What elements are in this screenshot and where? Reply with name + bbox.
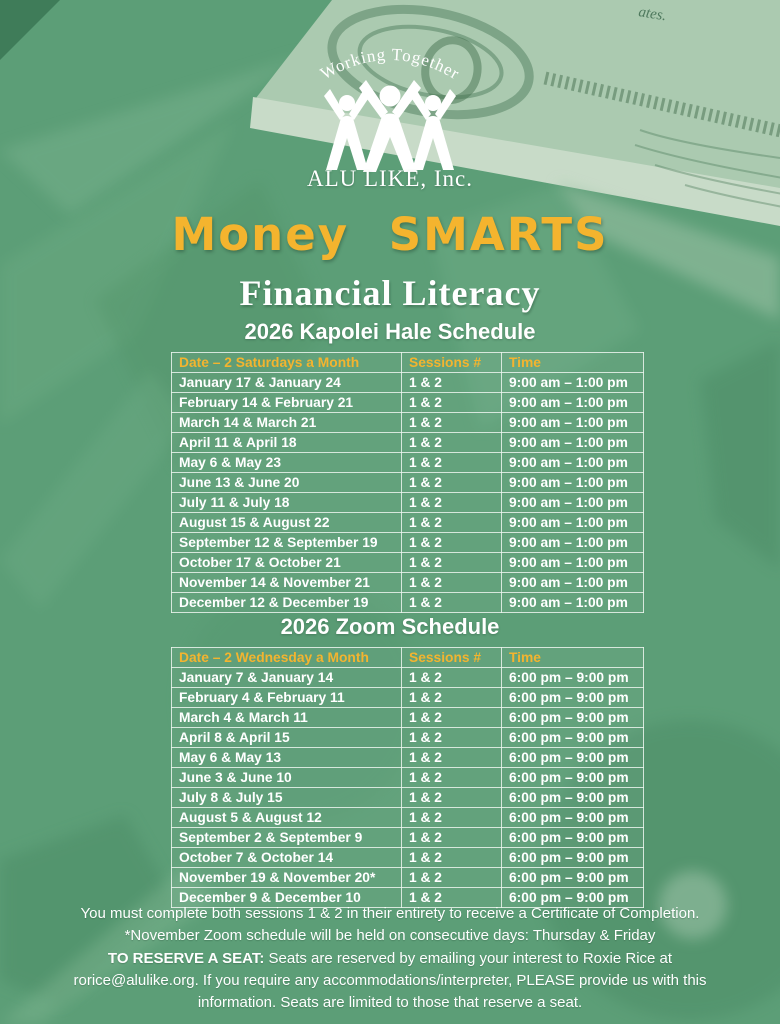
column-header: Time xyxy=(502,353,644,373)
schedule-cell: 6:00 pm – 9:00 pm xyxy=(502,708,644,728)
schedule-cell: October 17 & October 21 xyxy=(172,553,402,573)
org-name: ALU LIKE, Inc. xyxy=(306,166,473,191)
schedule-cell: April 8 & April 15 xyxy=(172,728,402,748)
schedule-row xyxy=(172,828,644,848)
schedule-cell: May 6 & May 23 xyxy=(172,453,402,473)
schedule-cell: 6:00 pm – 9:00 pm xyxy=(502,828,644,848)
schedule-cell: 1 & 2 xyxy=(402,808,502,828)
schedule-cell: 1 & 2 xyxy=(402,768,502,788)
schedule-cell: November 19 & November 20* xyxy=(172,868,402,888)
schedule-cell: 9:00 am – 1:00 pm xyxy=(502,453,644,473)
schedule-cell: April 11 & April 18 xyxy=(172,433,402,453)
main-title: Money SMARTS xyxy=(171,208,609,261)
schedule-cell: January 17 & January 24 xyxy=(172,373,402,393)
schedule-cell: 6:00 pm – 9:00 pm xyxy=(502,728,644,748)
schedule-cell: December 9 & December 10 xyxy=(172,888,402,908)
schedule-row xyxy=(172,708,644,728)
schedule-cell: 1 & 2 xyxy=(402,413,502,433)
schedule-cell: 9:00 am – 1:00 pm xyxy=(502,553,644,573)
schedule-cell: February 4 & February 11 xyxy=(172,688,402,708)
column-header: Date – 2 Saturdays a Month xyxy=(172,353,402,373)
column-header: Sessions # xyxy=(402,648,502,668)
schedule-cell: September 2 & September 9 xyxy=(172,828,402,848)
schedule-row xyxy=(172,768,644,788)
schedule-row xyxy=(172,373,644,393)
schedule-cell: 9:00 am – 1:00 pm xyxy=(502,493,644,513)
schedule-row xyxy=(172,413,644,433)
schedule-row xyxy=(172,533,644,553)
schedule-cell: 1 & 2 xyxy=(402,848,502,868)
schedule-cell: June 3 & June 10 xyxy=(172,768,402,788)
kapolei-schedule-title: 2026 Kapolei Hale Schedule xyxy=(244,319,536,344)
completion-note-line1: You must complete both sessions 1 & 2 in their entirety to receive a Certificate of Completion. xyxy=(80,905,700,922)
schedule-cell: 6:00 pm – 9:00 pm xyxy=(502,768,644,788)
schedule-cell: October 7 & October 14 xyxy=(172,848,402,868)
schedule-cell: 1 & 2 xyxy=(402,393,502,413)
schedule-cell: 6:00 pm – 9:00 pm xyxy=(502,848,644,868)
logo-arc-text: Working Together xyxy=(317,44,464,84)
schedule-row xyxy=(172,433,644,453)
schedule-row xyxy=(172,493,644,513)
schedule-row xyxy=(172,808,644,828)
svg-text:Working Together xyxy=(317,45,463,83)
schedule-cell: 9:00 am – 1:00 pm xyxy=(502,573,644,593)
schedule-cell: 6:00 pm – 9:00 pm xyxy=(502,668,644,688)
schedule-cell: 9:00 am – 1:00 pm xyxy=(502,473,644,493)
schedule-cell: 9:00 am – 1:00 pm xyxy=(502,433,644,453)
schedule-cell: 6:00 pm – 9:00 pm xyxy=(502,808,644,828)
schedule-cell: 6:00 pm – 9:00 pm xyxy=(502,888,644,908)
schedule-cell: 9:00 am – 1:00 pm xyxy=(502,513,644,533)
schedule-row xyxy=(172,748,644,768)
schedule-row xyxy=(172,393,644,413)
schedule-cell: 1 & 2 xyxy=(402,573,502,593)
schedule-row xyxy=(172,513,644,533)
schedule-cell: 1 & 2 xyxy=(402,688,502,708)
bill-text-fragment: ates. xyxy=(637,4,668,25)
schedule-row xyxy=(172,453,644,473)
schedule-cell: 9:00 am – 1:00 pm xyxy=(502,393,644,413)
schedule-cell: 1 & 2 xyxy=(402,553,502,573)
schedule-cell: 1 & 2 xyxy=(402,748,502,768)
kapolei-schedule-table xyxy=(171,352,644,613)
schedule-cell: 9:00 am – 1:00 pm xyxy=(502,373,644,393)
column-header: Sessions # xyxy=(402,353,502,373)
reserve-seat-paragraph xyxy=(50,948,730,1013)
schedule-cell: 1 & 2 xyxy=(402,828,502,848)
schedule-cell: 6:00 pm – 9:00 pm xyxy=(502,868,644,888)
schedule-row xyxy=(172,593,644,613)
schedule-cell: 1 & 2 xyxy=(402,473,502,493)
completion-note xyxy=(0,903,780,947)
schedule-cell: 9:00 am – 1:00 pm xyxy=(502,413,644,433)
schedule-row xyxy=(172,473,644,493)
schedule-cell: August 15 & August 22 xyxy=(172,513,402,533)
schedule-cell: 1 & 2 xyxy=(402,533,502,553)
schedule-cell: July 8 & July 15 xyxy=(172,788,402,808)
schedule-cell: November 14 & November 21 xyxy=(172,573,402,593)
subtitle: Financial Literacy xyxy=(239,273,541,313)
schedule-cell: 1 & 2 xyxy=(402,728,502,748)
schedule-cell: May 6 & May 13 xyxy=(172,748,402,768)
zoom-schedule-title: 2026 Zoom Schedule xyxy=(280,614,500,639)
schedule-cell: 1 & 2 xyxy=(402,668,502,688)
reserve-seat-text: Seats are reserved by emailing your interest to Roxie Rice at rorice@alulike.org. If you require any accommodations/interpreter, PLEASE provide us with this information. Seats are limited to those that reserve a seat. xyxy=(73,950,707,1011)
schedule-cell: September 12 & September 19 xyxy=(172,533,402,553)
schedule-cell: 6:00 pm – 9:00 pm xyxy=(502,788,644,808)
header-row xyxy=(172,648,644,668)
schedule-cell: February 14 & February 21 xyxy=(172,393,402,413)
three-figures-icon xyxy=(324,80,456,172)
schedule-cell: 6:00 pm – 9:00 pm xyxy=(502,688,644,708)
schedule-cell: 1 & 2 xyxy=(402,493,502,513)
schedule-row xyxy=(172,573,644,593)
schedule-cell: June 13 & June 20 xyxy=(172,473,402,493)
schedule-cell: March 14 & March 21 xyxy=(172,413,402,433)
schedule-row xyxy=(172,668,644,688)
schedule-cell: 1 & 2 xyxy=(402,788,502,808)
schedule-row xyxy=(172,868,644,888)
schedule-cell: 9:00 am – 1:00 pm xyxy=(502,593,644,613)
schedule-cell: August 5 & August 12 xyxy=(172,808,402,828)
schedule-cell: 1 & 2 xyxy=(402,708,502,728)
schedule-cell: December 12 & December 19 xyxy=(172,593,402,613)
schedule-cell: 1 & 2 xyxy=(402,593,502,613)
schedule-row xyxy=(172,553,644,573)
zoom-schedule-table xyxy=(171,647,644,908)
schedule-cell: July 11 & July 18 xyxy=(172,493,402,513)
reserve-seat-label: TO RESERVE A SEAT: xyxy=(107,950,265,967)
column-header: Time xyxy=(502,648,644,668)
november-note-line2: *November Zoom schedule will be held on consecutive days: Thursday & Friday xyxy=(124,926,656,944)
schedule-cell: 1 & 2 xyxy=(402,888,502,908)
schedule-cell: 1 & 2 xyxy=(402,453,502,473)
schedule-cell: 1 & 2 xyxy=(402,868,502,888)
schedule-row xyxy=(172,688,644,708)
schedule-cell: 1 & 2 xyxy=(402,513,502,533)
schedule-cell: 1 & 2 xyxy=(402,433,502,453)
header-row xyxy=(172,353,644,373)
schedule-cell: 6:00 pm – 9:00 pm xyxy=(502,748,644,768)
schedule-cell: 1 & 2 xyxy=(402,373,502,393)
schedule-cell: March 4 & March 11 xyxy=(172,708,402,728)
schedule-cell: January 7 & January 14 xyxy=(172,668,402,688)
schedule-row xyxy=(172,728,644,748)
schedule-cell: 9:00 am – 1:00 pm xyxy=(502,533,644,553)
column-header: Date – 2 Wednesday a Month xyxy=(172,648,402,668)
schedule-row xyxy=(172,848,644,868)
schedule-row xyxy=(172,788,644,808)
